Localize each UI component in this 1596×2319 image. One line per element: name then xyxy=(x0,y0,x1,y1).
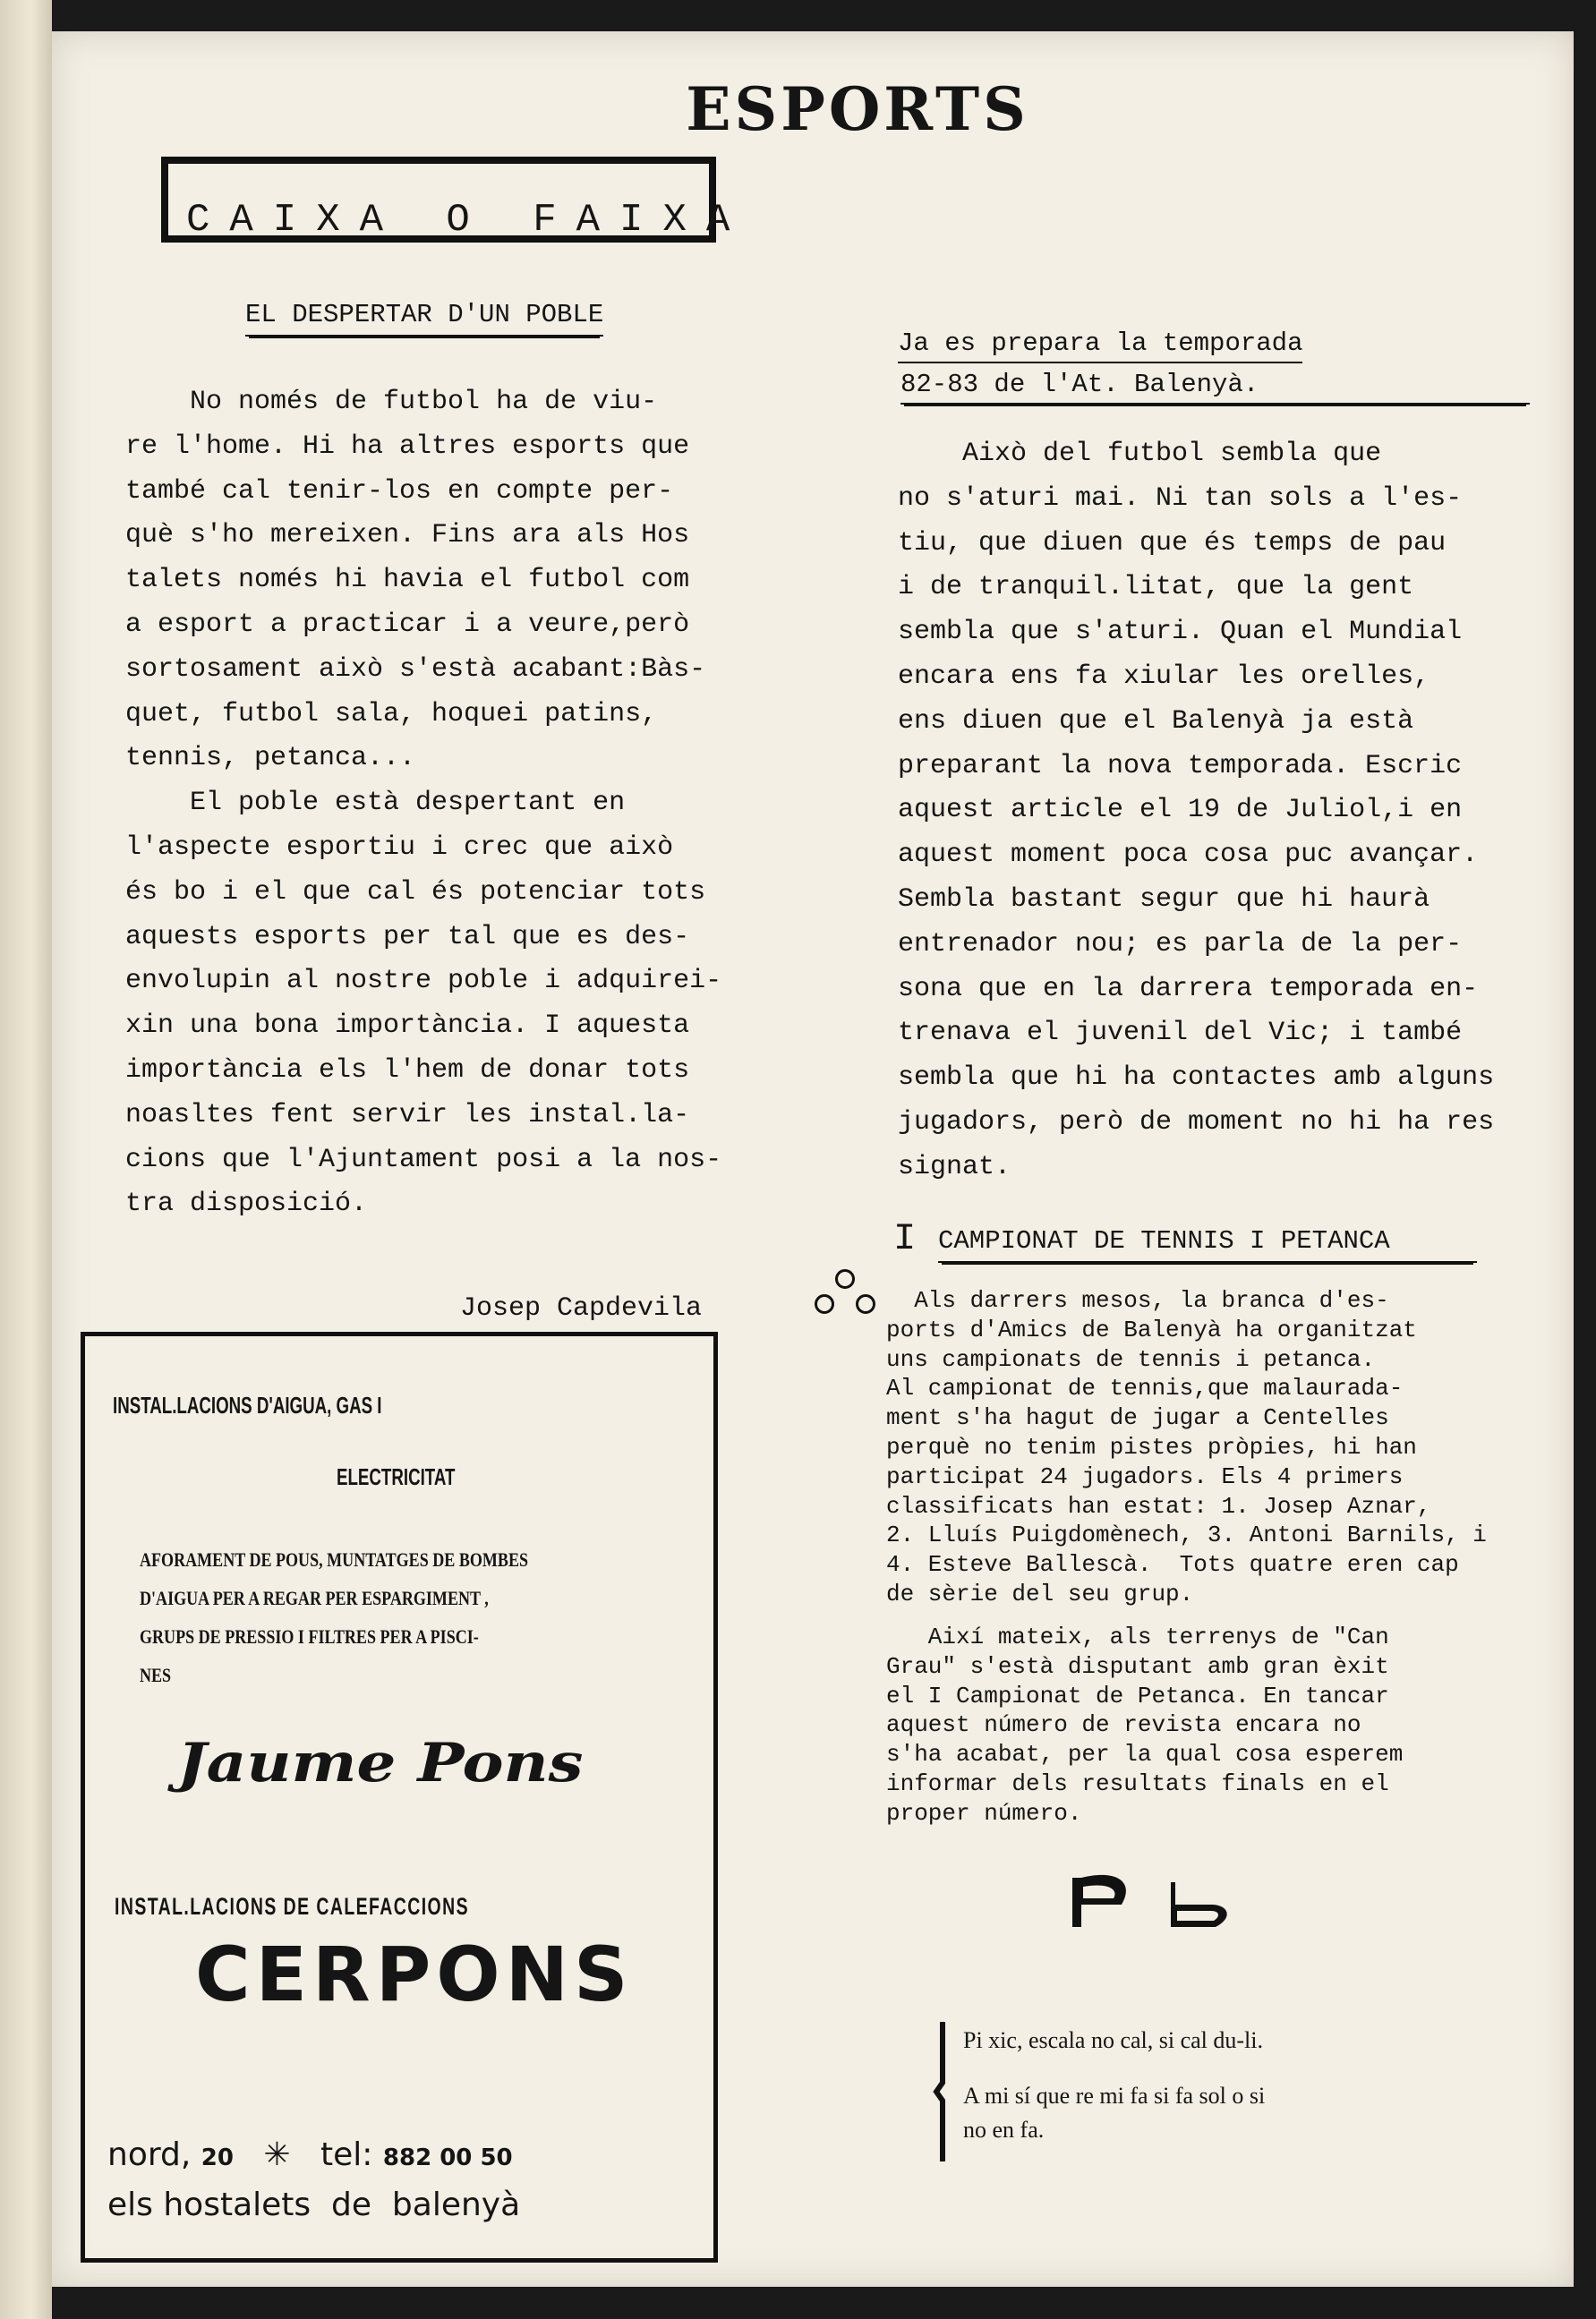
text-line: re l'home. Hi ha altres esports que xyxy=(125,431,690,462)
text-line: cions que l'Ajuntament posi a la nos- xyxy=(125,1144,722,1175)
text-line: envolupin al nostre poble i adquirei- xyxy=(125,966,722,997)
text-line: proper número. xyxy=(886,1799,1082,1827)
magazine-page xyxy=(52,31,1574,2287)
text-line: tra disposició. xyxy=(125,1189,368,1220)
poem-line-1: Pi xic, escala no cal, si cal du-li. xyxy=(963,2027,1264,2053)
text-line: entrenador nou; es parla de la per- xyxy=(898,928,1463,959)
text-line: què s'ho mereixen. Fins ara als Hos xyxy=(125,520,690,551)
text-line: tiu, que diuen que és temps de pau xyxy=(898,527,1447,558)
text-line: No només de futbol ha de viu- xyxy=(125,387,658,417)
text-line: Sembla bastant segur que hi haurà xyxy=(898,883,1430,915)
ad-services-line1: AFORAMENT DE POUS, MUNTATGES DE BOMBES xyxy=(140,1548,529,1571)
decorative-circles-icon xyxy=(813,1269,875,1328)
ornament-icon xyxy=(1054,1864,1323,1936)
text-line: Així mateix, als terrenys de "Can xyxy=(886,1624,1389,1650)
text-line: tennis, petanca... xyxy=(125,743,416,774)
article-headline-temporada-line1: Ja es prepara la temporada xyxy=(898,328,1302,363)
article-headline-despertar: EL DESPERTAR D'UN POBLE xyxy=(245,300,603,337)
text-line: uns campionats de tennis i petanca. xyxy=(886,1345,1376,1373)
text-line: Això del futbol sembla que xyxy=(898,439,1382,469)
text-line: ports d'Amics de Balenyà ha organitzat xyxy=(886,1316,1417,1343)
poem-line-2: A mi sí que re mi fa si fa sol o si xyxy=(963,2083,1266,2109)
text-line: s'ha acabat, per la qual cosa esperem xyxy=(886,1741,1404,1769)
ad-tel-label: tel: xyxy=(320,2136,373,2173)
text-line: sona que en la darrera temporada en- xyxy=(898,973,1479,1004)
ad-brand-logo: CERPONS xyxy=(195,1931,634,2018)
ad-street-number: 20 xyxy=(201,2144,234,2171)
text-line: informar dels resultats finals en el xyxy=(886,1769,1389,1797)
ad-town: els hostalets de balenyà xyxy=(107,2187,521,2223)
article-body-temporada xyxy=(898,432,1494,1190)
text-line: 4. Esteve Ballescà. Tots quatre eren cap xyxy=(886,1551,1459,1579)
text-line: ens diuen que el Balenyà ja està xyxy=(898,705,1414,737)
text-line: xin una bona importància. I aquesta xyxy=(125,1010,690,1042)
text-line: aquest article el 19 de Juliol,i en xyxy=(898,795,1463,826)
text-line: no s'aturi mai. Ni tan sols a l'es- xyxy=(898,482,1463,514)
text-line: importància els l'hem de donar tots xyxy=(125,1054,690,1086)
poem-line-3: no en fa. xyxy=(963,2117,1045,2143)
text-line: és bo i el que cal és potenciar tots xyxy=(125,876,706,908)
ad-street: nord, xyxy=(107,2136,192,2173)
column-title: CAIXA O FAIXA xyxy=(186,198,750,243)
article-body-campionat-p2 xyxy=(886,1623,1403,1829)
section-masthead: ESPORTS xyxy=(686,74,1029,144)
text-line: participat 24 jugadors. Els 4 primers xyxy=(886,1462,1404,1490)
text-line: ment s'ha hagut de jugar a Centelles xyxy=(886,1404,1389,1432)
ad-heading-line1: INSTAL.LACIONS D'AIGUA, GAS I xyxy=(113,1392,382,1419)
ad-services-line2: D'AIGUA PER A REGAR PER ESPARGIMENT , xyxy=(140,1587,489,1609)
text-line: El poble està despertant en xyxy=(125,788,626,819)
text-line: aquest número de revista encara no xyxy=(886,1711,1361,1739)
text-line: Al campionat de tennis,que malaurada- xyxy=(886,1375,1404,1402)
text-line: Grau" s'està disputant amb gran èxit xyxy=(886,1652,1389,1680)
text-line: el I Campionat de Petanca. En tancar xyxy=(886,1682,1389,1709)
text-line: sembla que hi ha contactes amb alguns xyxy=(898,1062,1495,1094)
article-headline-campionat: CAMPIONAT DE TENNIS I PETANCA xyxy=(938,1226,1477,1263)
article-headline-temporada-line2: 82-83 de l'At. Balenyà. xyxy=(900,370,1530,405)
article-author: Josep Capdevila xyxy=(460,1293,703,1324)
text-line: noasltes fent servir les instal.la- xyxy=(125,1099,690,1130)
ad-tel-number: 882 00 50 xyxy=(382,2144,513,2171)
binding-spine xyxy=(0,0,52,2319)
text-line: talets només hi havia el futbol com xyxy=(125,565,690,596)
brace-icon xyxy=(933,2020,952,2163)
ad-address-row xyxy=(107,2136,513,2173)
text-line: sembla que s'aturi. Quan el Mundial xyxy=(898,617,1463,648)
ad-services-line4: NES xyxy=(140,1664,172,1686)
ad-heading-line2: ELECTRICITAT xyxy=(337,1463,456,1490)
text-line: encara ens fa xiular les orelles, xyxy=(898,661,1430,692)
article-body-despertar xyxy=(125,380,721,1227)
text-line: 2. Lluís Puigdomènech, 3. Antoni Barnils, i xyxy=(886,1522,1487,1549)
text-line: aquest moment poca cosa puc avançar. xyxy=(898,840,1479,871)
text-line: Als darrers mesos, la branca d'es- xyxy=(886,1287,1389,1314)
ad-services-line3: GRUPS DE PRESSIO I FILTRES PER A PISCI- xyxy=(140,1625,479,1648)
text-line: i de tranquil.litat, que la gent xyxy=(898,572,1414,603)
text-line: classificats han estat: 1. Josep Aznar, xyxy=(886,1492,1431,1520)
text-line: l'aspecte esportiu i crec que això xyxy=(125,831,674,863)
text-line: de sèrie del seu grup. xyxy=(886,1580,1194,1607)
text-line: preparant la nova temporada. Escric xyxy=(898,750,1463,781)
text-line: sortosament això s'està acabant:Bàs- xyxy=(125,653,706,685)
text-line: signat. xyxy=(898,1151,1011,1182)
text-line: també cal tenir-los en compte per- xyxy=(125,475,674,507)
text-line: jugadors, però de moment no hi ha res xyxy=(898,1106,1495,1138)
headline-bar: I xyxy=(893,1217,917,1260)
ad-heating-line: INSTAL.LACIONS DE CALEFACCIONS xyxy=(115,1893,470,1920)
text-line: a esport a practicar i a veure,però xyxy=(125,609,690,640)
text-line: aquests esports per tal que es des- xyxy=(125,921,690,952)
text-line: trenava el juvenil del Vic; i també xyxy=(898,1018,1463,1049)
asterisk-icon: ✳ xyxy=(263,2136,291,2173)
article-body-campionat-p1 xyxy=(886,1286,1487,1609)
text-line: perquè no tenim pistes pròpies, hi han xyxy=(886,1433,1417,1461)
ad-signature-name: Jaume Pons xyxy=(177,1732,584,1795)
text-line: quet, futbol sala, hoquei patins, xyxy=(125,698,658,729)
